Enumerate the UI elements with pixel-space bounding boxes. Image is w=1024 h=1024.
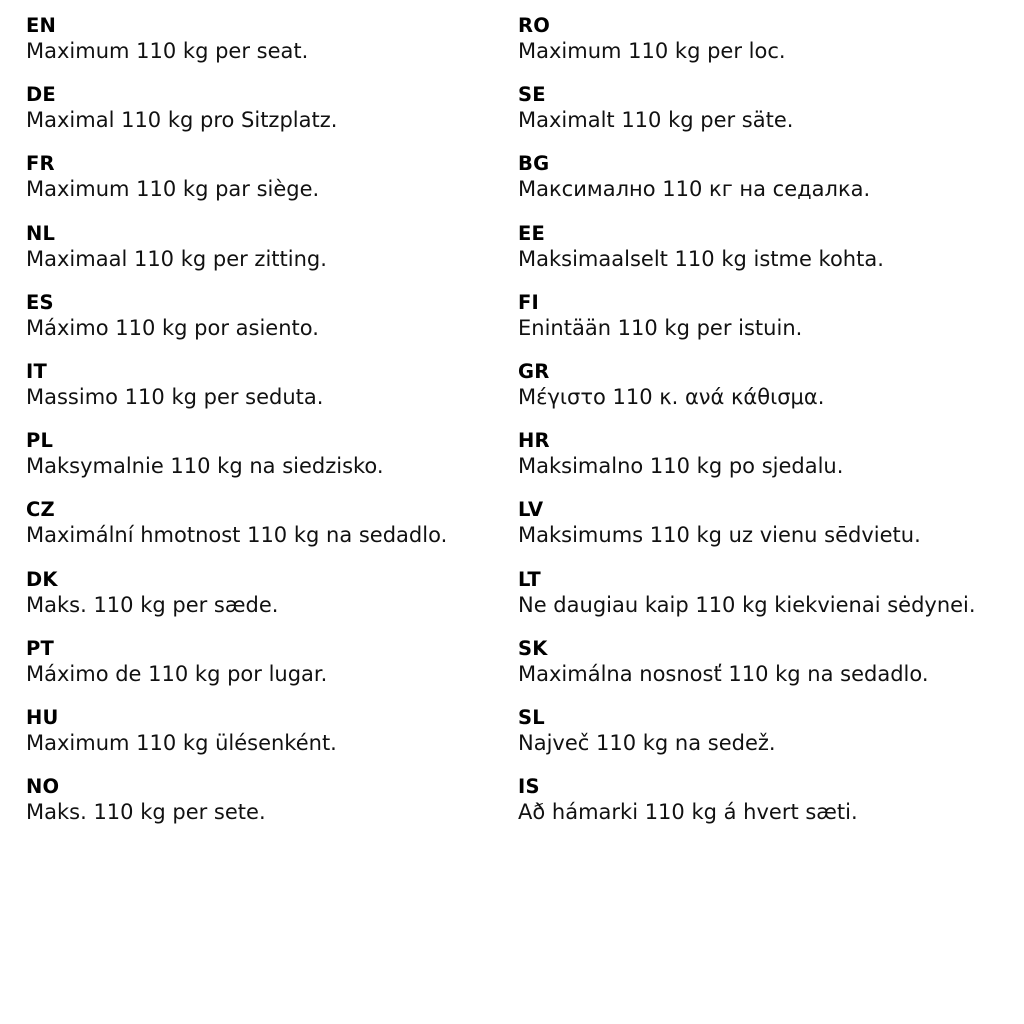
list-item (26, 706, 510, 756)
language-text: Maximum 110 kg per loc. (518, 39, 786, 63)
language-code: CZ (26, 498, 55, 522)
language-code: HR (518, 429, 550, 453)
list-item (518, 152, 1002, 202)
right-column (518, 14, 1002, 1014)
list-item (518, 775, 1002, 825)
language-text: Maximaal 110 kg per zitting. (26, 246, 327, 271)
list-item (26, 222, 510, 272)
language-code: PL (26, 429, 54, 453)
list-item (26, 498, 510, 548)
left-column (26, 14, 518, 1014)
language-code: ES (26, 290, 54, 314)
list-item (518, 83, 1002, 133)
language-code: DE (26, 83, 56, 107)
list-item (26, 637, 510, 687)
language-text: Maximum 110 kg ülésenként. (26, 730, 337, 755)
list-item (26, 429, 510, 479)
language-text: Máximo 110 kg por asiento. (26, 315, 319, 340)
language-text: Að hámarki 110 kg á hvert sæti. (518, 800, 858, 825)
list-item (26, 152, 510, 202)
list-item (518, 429, 1002, 479)
language-code: RO (518, 14, 550, 37)
language-text: Maximum 110 kg per seat. (26, 39, 309, 63)
list-item (26, 568, 510, 618)
language-text: Maksimums 110 kg uz vienu sēdvietu. (518, 523, 921, 548)
language-code: HU (26, 705, 59, 729)
list-item (518, 14, 1002, 64)
list-item (26, 83, 510, 133)
list-item (26, 775, 510, 825)
language-text: Максимално 110 кг на седалка. (518, 177, 871, 202)
language-code: IT (26, 359, 47, 383)
language-code: SK (518, 636, 548, 660)
language-text: Maximalt 110 kg per säte. (518, 108, 794, 133)
list-item (518, 637, 1002, 687)
list-item (518, 222, 1002, 272)
language-code: NL (26, 221, 56, 245)
language-text: Maximum 110 kg par siège. (26, 177, 320, 202)
language-code: BG (518, 152, 550, 176)
language-code: EE (518, 221, 546, 245)
language-code: FI (518, 290, 539, 314)
list-item (26, 291, 510, 341)
language-text: Massimo 110 kg per seduta. (26, 384, 324, 409)
language-text: Enintään 110 kg per istuin. (518, 315, 803, 340)
language-text: Maximálna nosnosť 110 kg na sedadlo. (518, 661, 929, 686)
list-item (518, 291, 1002, 341)
language-code: DK (26, 567, 58, 591)
language-text: Μέγιστο 110 κ. ανά κάθισμα. (518, 384, 825, 409)
language-code: SL (518, 705, 545, 729)
language-text: Največ 110 kg na sedež. (518, 730, 776, 755)
language-code: PT (26, 636, 54, 660)
language-text: Maksimalno 110 kg po sjedalu. (518, 454, 844, 479)
language-code: GR (518, 359, 550, 383)
list-item (518, 568, 1002, 618)
language-code: LT (518, 567, 541, 591)
language-code: LV (518, 498, 544, 522)
language-text: Maximální hmotnost 110 kg na sedadlo. (26, 523, 448, 548)
language-text: Máximo de 110 kg por lugar. (26, 661, 328, 686)
language-code: SE (518, 83, 546, 107)
list-item (518, 360, 1002, 410)
language-code: FR (26, 152, 55, 176)
list-item (518, 706, 1002, 756)
language-code: EN (26, 14, 57, 37)
language-code: NO (26, 775, 60, 799)
language-code: IS (518, 775, 540, 799)
language-text: Maksimaalselt 110 kg istme kohta. (518, 246, 884, 271)
language-text: Maximal 110 kg pro Sitzplatz. (26, 108, 338, 133)
language-text: Maks. 110 kg per sete. (26, 800, 266, 825)
list-item (518, 498, 1002, 548)
language-text: Maks. 110 kg per sæde. (26, 592, 279, 617)
list-item (26, 14, 510, 64)
language-text: Maksymalnie 110 kg na siedzisko. (26, 454, 384, 479)
list-item (26, 360, 510, 410)
language-text: Ne daugiau kaip 110 kg kiekvienai sėdynei. (518, 592, 976, 617)
